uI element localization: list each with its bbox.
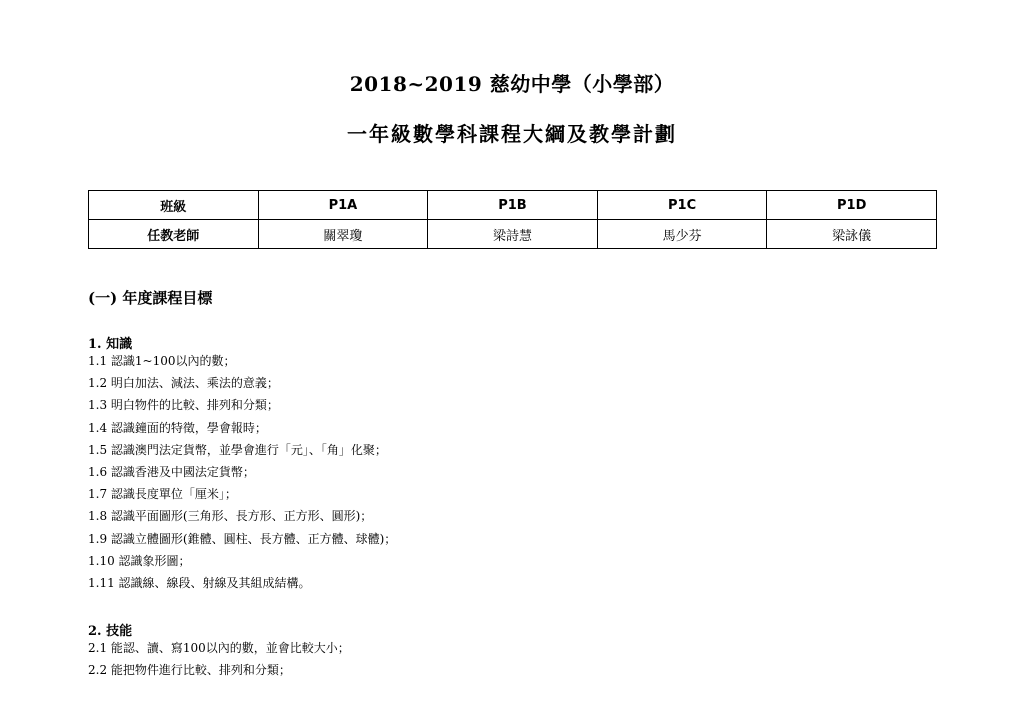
table-cell-class-label: 班級	[89, 191, 259, 220]
subsection-heading-skills: 2. 技能	[88, 624, 133, 639]
list-item: 1.10 認識象形圖；	[88, 553, 191, 568]
section-heading-objectives: (一) 年度課程目標	[88, 289, 213, 307]
table-cell-teacher-p1a: 關翠瓊	[258, 220, 428, 249]
list-item: 2.1 能認、讀、寫100以內的數，並會比較大小；	[88, 641, 350, 655]
list-item: 1.7 認識長度單位「厘米」；	[88, 487, 237, 502]
skills-list	[88, 637, 350, 681]
table-header-row	[89, 191, 937, 220]
table-cell-p1a: P1A	[258, 191, 428, 220]
subsection-heading-knowledge: 1. 知識	[88, 337, 133, 352]
list-item: 1.1 認識1~100以內的數；	[88, 354, 236, 368]
table-cell-p1c: P1C	[597, 191, 767, 220]
table-cell-p1b: P1B	[428, 191, 598, 220]
document-title: 一年級數學科課程大綱及教學計劃	[347, 122, 677, 146]
table-cell-teacher-p1c: 馬少芬	[597, 220, 767, 249]
list-item: 1.6 認識香港及中國法定貨幣；	[88, 465, 255, 480]
table-cell-teacher-label: 任教老師	[89, 220, 259, 249]
class-teacher-table	[88, 190, 937, 249]
list-item: 1.5 認識澳門法定貨幣，並學會進行「元」、「角」化聚；	[88, 442, 387, 457]
table-cell-p1d: P1D	[767, 191, 937, 220]
list-item: 1.8 認識平面圖形(三角形、長方形、正方形、圓形)；	[88, 509, 373, 524]
list-item: 1.3 明白物件的比較、排列和分類；	[88, 398, 279, 413]
list-item: 1.9 認識立體圖形(錐體、圓柱、長方體、正方體、球體)；	[88, 531, 397, 546]
list-item: 1.2 明白加法、減法、乘法的意義；	[88, 376, 279, 391]
table-cell-teacher-p1b: 梁詩慧	[428, 220, 598, 249]
school-title: 2018~2019 慈幼中學（小學部）	[349, 72, 675, 96]
knowledge-list	[88, 350, 396, 594]
table-teacher-row	[89, 220, 937, 249]
list-item: 1.4 認識鐘面的特徵，學會報時；	[88, 420, 267, 435]
table-cell-teacher-p1d: 梁詠儀	[767, 220, 937, 249]
list-item: 1.11 認識線、線段、射線及其組成結構。	[88, 576, 311, 591]
list-item: 2.2 能把物件進行比較、排列和分類；	[88, 663, 291, 678]
